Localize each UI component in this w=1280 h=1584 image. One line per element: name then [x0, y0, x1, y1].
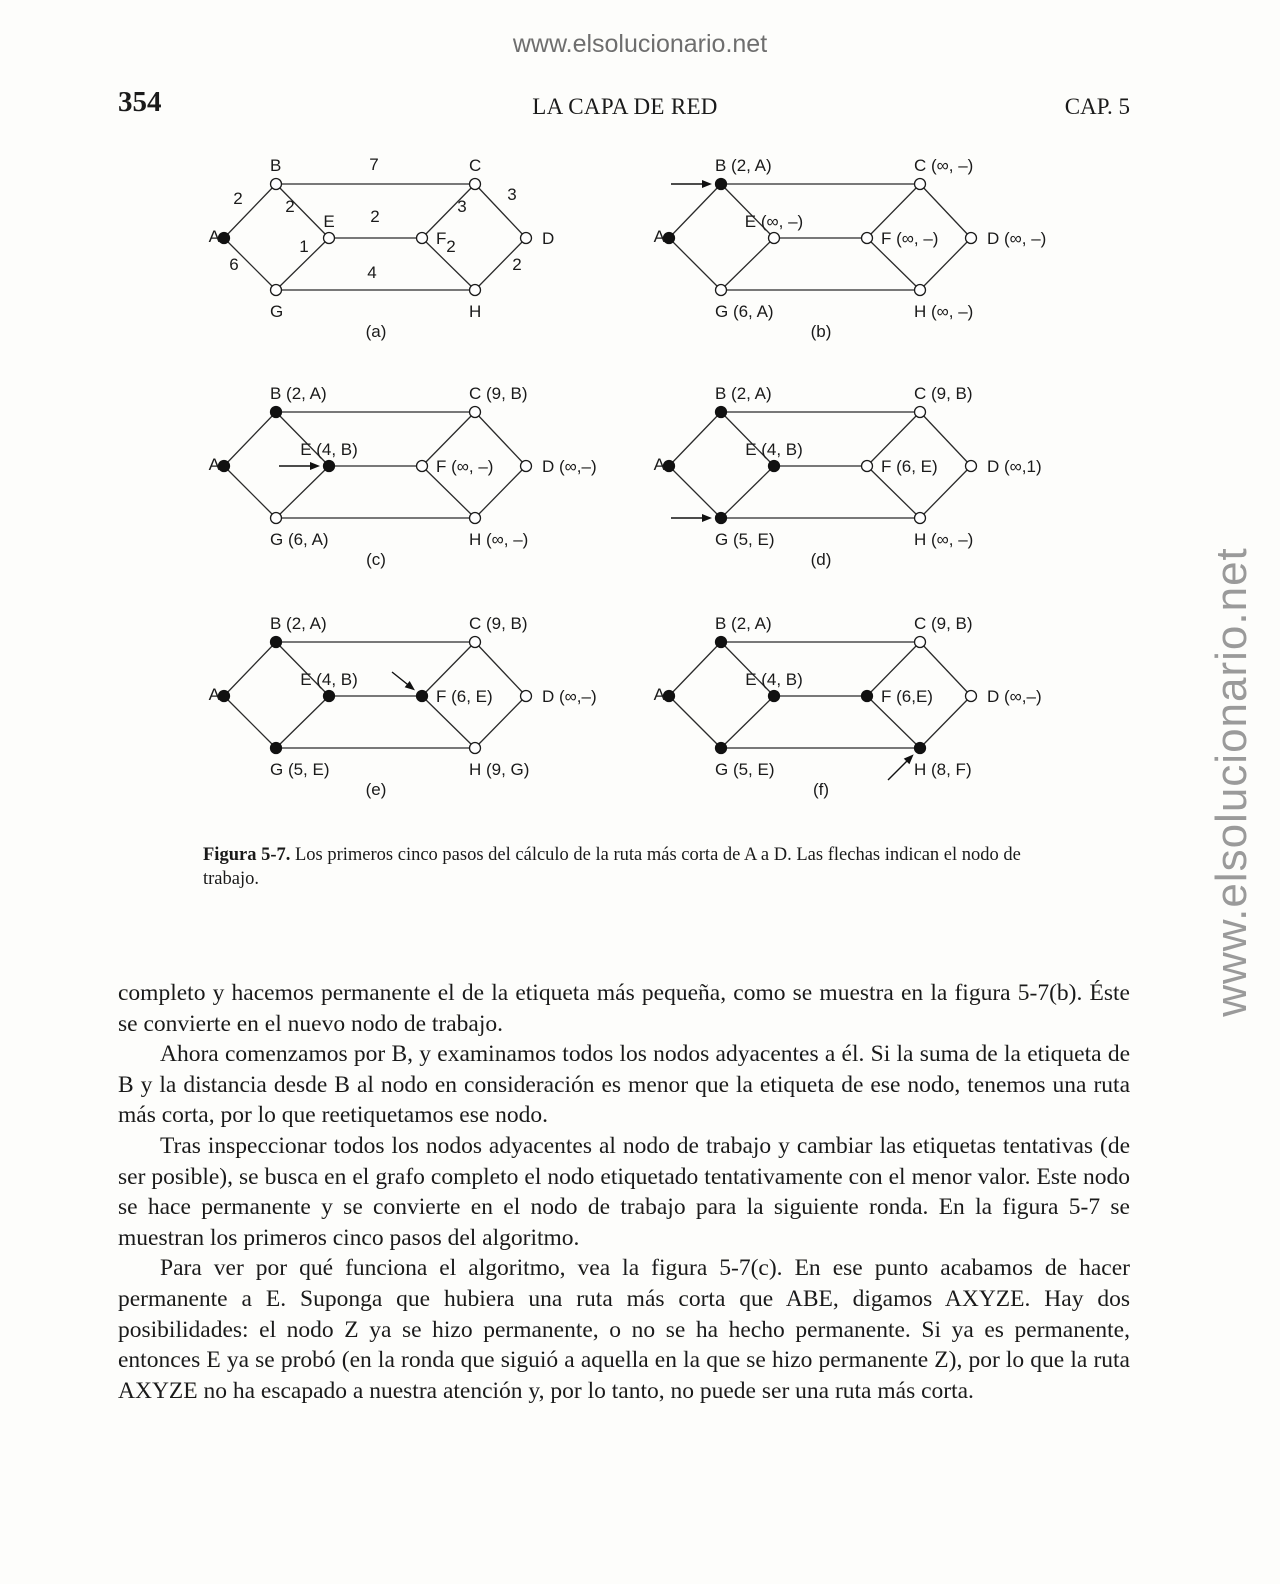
- node-label-D: D (∞,1): [987, 457, 1042, 476]
- node-A: [219, 691, 230, 702]
- panel-label-a: (a): [365, 322, 387, 341]
- node-label-F: F (∞, –): [881, 229, 939, 248]
- node-label-H: H (∞, –): [914, 530, 974, 549]
- node-C: [470, 179, 481, 190]
- paragraph-2: Ahora comenzamos por B, y examinamos todos los nodos adyacentes a él. Si la suma de la etiqueta de B y la distancia desde B al nodo en consideración es menor que la etiqueta de ese nodo, tenemos una ruta más corta, por lo que reetiquetamos ese nodo.: [118, 1041, 1130, 1129]
- node-label-C: C (9, B): [469, 384, 528, 403]
- node-C: [915, 637, 926, 648]
- working-node-arrow: [279, 462, 320, 470]
- edge-A-B: [224, 642, 276, 696]
- edge-A-B: [224, 412, 276, 466]
- node-label-F: F (6, E): [436, 687, 493, 706]
- node-E: [324, 233, 335, 244]
- node-label-D: D (∞,–): [542, 457, 597, 476]
- node-label-G: G (5, E): [715, 760, 775, 779]
- node-label-B: B (2, A): [715, 384, 772, 403]
- body-text: [118, 978, 1130, 1406]
- arrow-head: [702, 180, 712, 188]
- caption-label: Figura 5-7.: [203, 845, 291, 865]
- weight-G-E: 1: [299, 237, 309, 256]
- node-H: [470, 743, 481, 754]
- node-label-F: F (∞, –): [436, 457, 494, 476]
- node-F: [417, 461, 428, 472]
- panel-c: [209, 384, 597, 569]
- arrow-head: [310, 462, 320, 470]
- node-label-C: C (9, B): [914, 384, 973, 403]
- paragraph-3: Tras inspeccionar todos los nodos adyacentes al nodo de trabajo y cambiar las etiquetas tentativas (de ser posible), se busca en el grafo completo el nodo etiquetado tentativamente con el menor valor. Este nodo se hace permanente y se convierte en el nodo de trabajo para la siguiente ronda. En la figura 5-7 se muestran los primeros cinco pasos del algoritmo.: [118, 1132, 1130, 1251]
- node-label-B: B (2, A): [270, 614, 327, 633]
- node-G: [271, 743, 282, 754]
- working-node-arrow: [888, 754, 914, 780]
- node-B: [716, 179, 727, 190]
- node-C: [470, 407, 481, 418]
- node-A: [219, 461, 230, 472]
- weight-A-B: 2: [233, 189, 243, 208]
- weight-E-F: 2: [370, 207, 380, 226]
- node-F: [862, 233, 873, 244]
- weight-C-F: 3: [457, 197, 467, 216]
- node-D: [966, 691, 977, 702]
- edge-G-E: [721, 466, 774, 518]
- panel-label-c: (c): [366, 550, 386, 569]
- node-D: [521, 233, 532, 244]
- node-A: [219, 233, 230, 244]
- edge-A-B: [669, 412, 721, 466]
- edge-C-D: [475, 184, 526, 238]
- edge-A-G: [669, 466, 721, 518]
- node-label-G: G: [270, 302, 284, 321]
- panel-e: [209, 614, 597, 799]
- panel-label-b: (b): [810, 322, 832, 341]
- node-label-B: B (2, A): [715, 614, 772, 633]
- weight-C-D: 3: [507, 185, 517, 204]
- node-B: [271, 179, 282, 190]
- node-E: [769, 461, 780, 472]
- panel-d: [654, 384, 1042, 569]
- edge-A-B: [669, 642, 721, 696]
- node-G: [716, 285, 727, 296]
- node-F: [862, 691, 873, 702]
- working-node-arrow: [671, 180, 712, 188]
- watermark-top: www.elsolucionario.net: [512, 30, 768, 58]
- node-H: [915, 743, 926, 754]
- panel-label-f: (f): [812, 780, 830, 799]
- arrow-head: [702, 514, 712, 522]
- panel-label-d: (d): [810, 550, 832, 569]
- node-label-F: F: [436, 229, 447, 248]
- running-head: LA CAPA DE RED: [532, 94, 718, 119]
- edge-G-E: [721, 238, 774, 290]
- edge-G-E: [276, 696, 329, 748]
- node-label-C: C (9, B): [469, 614, 528, 633]
- node-label-E: E (4, B): [745, 670, 803, 689]
- edge-G-E: [721, 696, 774, 748]
- node-B: [716, 407, 727, 418]
- node-H: [915, 285, 926, 296]
- node-label-C: C: [469, 156, 482, 175]
- node-G: [271, 285, 282, 296]
- edge-G-E: [276, 466, 329, 518]
- node-label-D: D (∞, –): [987, 229, 1047, 248]
- paragraph-1: completo y hacemos permanente el de la etiqueta más pequeña, como se muestra en la figura 5-7(b). Éste se convierte en el nuevo nodo de trabajo.: [118, 980, 1130, 1037]
- node-D: [966, 461, 977, 472]
- node-G: [271, 513, 282, 524]
- node-B: [271, 407, 282, 418]
- panel-b: [654, 156, 1047, 341]
- node-label-B: B (2, A): [270, 384, 327, 403]
- node-label-E: E (4, B): [300, 440, 358, 459]
- node-label-C: C (∞, –): [914, 156, 974, 175]
- node-H: [470, 285, 481, 296]
- node-F: [862, 461, 873, 472]
- node-label-G: G (6, A): [715, 302, 774, 321]
- edge-B-E: [276, 184, 329, 238]
- node-label-H: H (∞, –): [914, 302, 974, 321]
- node-E: [769, 691, 780, 702]
- edge-A-G: [669, 696, 721, 748]
- node-label-A: A: [653, 685, 665, 704]
- node-F: [417, 691, 428, 702]
- node-label-E: E (4, B): [745, 440, 803, 459]
- weight-G-H: 4: [367, 263, 377, 282]
- node-E: [769, 233, 780, 244]
- node-D: [966, 233, 977, 244]
- weight-A-G: 6: [229, 255, 239, 274]
- node-label-A: A: [653, 227, 665, 246]
- node-C: [915, 407, 926, 418]
- node-label-A: A: [208, 685, 220, 704]
- paragraph-4: Para ver por qué funciona el algoritmo, vea la figura 5-7(c). En ese punto acabamos de hacer permanente a E. Suponga que hubiera una ruta más corta que ABE, digamos AXYZE. Hay dos posibilidades: el nodo Z ya se hizo permanente, o no se ha hecho permanente. Si ya es permanente, entonces E ya se probó (en la ronda que siguió a aquella en la que se hizo permanente Z), por lo que la ruta AXYZE no ha escapado a nuestra atención y, por lo tanto, no puede ser una ruta más corta.: [118, 1255, 1130, 1404]
- edge-A-B: [669, 184, 721, 238]
- node-B: [271, 637, 282, 648]
- working-node-arrow: [392, 672, 415, 690]
- panel-a: [209, 155, 555, 341]
- weight-F-H: 2: [446, 237, 456, 256]
- node-label-D: D (∞,–): [987, 687, 1042, 706]
- page-number: 354: [118, 86, 162, 118]
- figure-caption: [203, 843, 1053, 891]
- node-B: [716, 637, 727, 648]
- edge-A-B: [224, 184, 276, 238]
- node-label-H: H (∞, –): [469, 530, 529, 549]
- edge-A-G: [224, 466, 276, 518]
- node-label-H: H (8, F): [914, 760, 972, 779]
- node-H: [470, 513, 481, 524]
- node-C: [470, 637, 481, 648]
- edge-A-G: [224, 696, 276, 748]
- node-F: [417, 233, 428, 244]
- node-label-E: E (4, B): [300, 670, 358, 689]
- node-C: [915, 179, 926, 190]
- node-label-A: A: [208, 455, 220, 474]
- node-label-H: H: [469, 302, 482, 321]
- edge-C-F: [422, 184, 475, 238]
- node-label-G: G (5, E): [715, 530, 775, 549]
- panel-label-e: (e): [365, 780, 387, 799]
- node-label-E: E: [323, 212, 335, 231]
- watermark-side: www.elsolucionario.net: [1207, 547, 1256, 1017]
- arrow-head: [405, 681, 415, 690]
- node-G: [716, 513, 727, 524]
- node-label-F: F (6, E): [881, 457, 938, 476]
- node-label-D: D (∞,–): [542, 687, 597, 706]
- node-E: [324, 691, 335, 702]
- node-label-B: B: [270, 156, 282, 175]
- figure-5-7: [0, 140, 1280, 830]
- node-label-D: D: [542, 229, 555, 248]
- node-label-G: G (6, A): [270, 530, 329, 549]
- weight-H-D: 2: [512, 255, 522, 274]
- panel-f: [654, 614, 1042, 799]
- node-D: [521, 691, 532, 702]
- node-label-B: B (2, A): [715, 156, 772, 175]
- node-label-C: C (9, B): [914, 614, 973, 633]
- node-label-A: A: [208, 227, 220, 246]
- node-E: [324, 461, 335, 472]
- working-node-arrow: [671, 514, 712, 522]
- node-H: [915, 513, 926, 524]
- node-label-F: F (6,E): [881, 687, 933, 706]
- node-label-G: G (5, E): [270, 760, 330, 779]
- chapter-label: CAP. 5: [1064, 94, 1130, 119]
- weight-B-E: 2: [285, 197, 295, 216]
- node-G: [716, 743, 727, 754]
- caption-text: Los primeros cinco pasos del cálculo de la ruta más corta de A a D. Las flechas indican el nodo de trabajo.: [203, 845, 1021, 889]
- weight-B-C: 7: [369, 155, 379, 174]
- node-D: [521, 461, 532, 472]
- arrow-shaft: [888, 759, 909, 780]
- node-A: [664, 461, 675, 472]
- node-A: [664, 233, 675, 244]
- edge-A-G: [669, 238, 721, 290]
- node-label-A: A: [653, 455, 665, 474]
- node-A: [664, 691, 675, 702]
- node-label-E: E (∞, –): [744, 212, 804, 231]
- node-label-H: H (9, G): [469, 760, 530, 779]
